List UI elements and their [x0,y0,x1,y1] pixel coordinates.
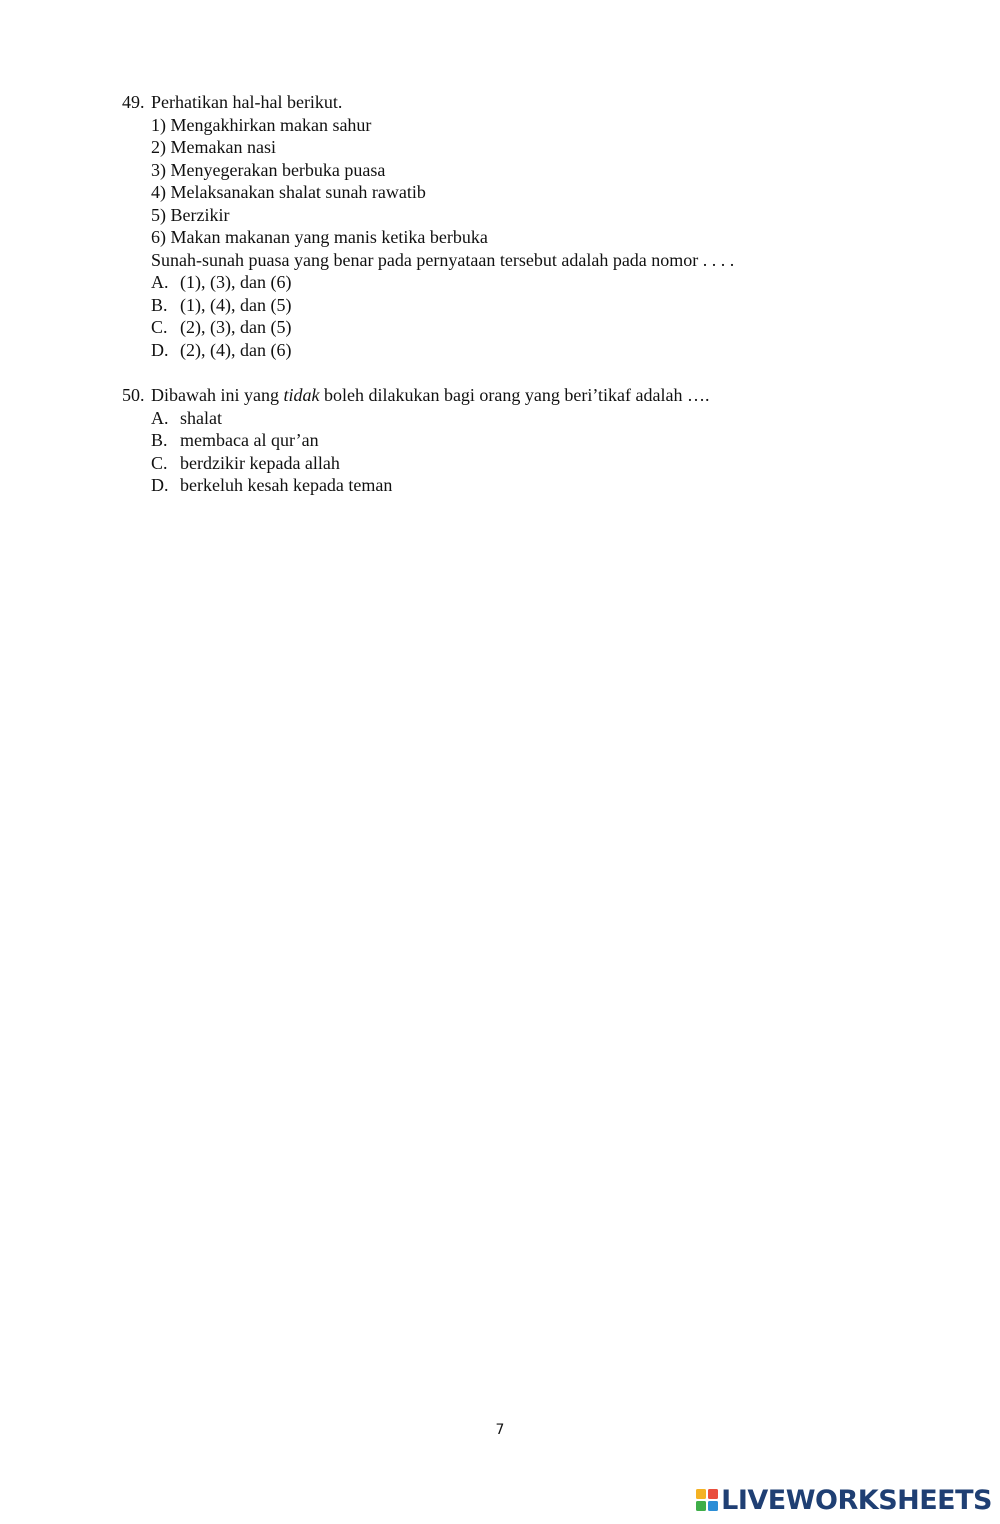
question-49 [122,91,942,361]
option-letter: D. [151,475,169,495]
liveworksheets-logo-icon [696,1489,718,1511]
option-text: (2), (3), dan (5) [180,317,292,337]
option-letter: C. [151,452,168,473]
option-text: (1), (4), dan (5) [180,294,292,315]
statement-item: 6) Makan makanan yang manis ketika berbuka [151,227,488,247]
option-letter: A. [151,407,169,428]
answer-option-d[interactable] [122,339,942,362]
statement-item: 4) Melaksanakan shalat sunah rawatib [151,182,426,202]
question-50 [122,384,942,497]
option-text: (2), (4), dan (6) [180,339,292,360]
option-text: membaca al qur’an [180,430,319,450]
option-letter: B. [151,430,168,450]
question-number: 49. [122,92,145,112]
option-letter: D. [151,339,169,360]
answer-option-b[interactable] [122,294,942,317]
option-text: (1), (3), dan (6) [180,272,292,292]
page-number: 7 [495,1422,505,1438]
stem-text-after: boleh dilakukan bagi orang yang beri’tikaf adalah …. [319,385,710,405]
answer-option-a[interactable] [122,407,942,430]
question-text [151,384,710,407]
option-text: shalat [180,407,222,428]
stem-text-before: Dibawah ini yang [151,385,284,405]
question-stem [122,91,942,114]
answer-option-c[interactable] [122,316,942,339]
question-prompt: Sunah-sunah puasa yang benar pada pernyataan tersebut adalah pada nomor . . . . [151,249,735,270]
statement-item: 2) Memakan nasi [151,137,276,157]
answer-option-d[interactable] [122,474,942,497]
liveworksheets-watermark [696,1480,992,1520]
answer-option-b[interactable] [122,429,942,452]
option-letter: B. [151,294,168,315]
question-text: Perhatikan hal-hal berikut. [151,92,343,112]
option-letter: A. [151,272,169,292]
statement-item: 3) Menyegerakan berbuka puasa [151,159,386,180]
option-text: berdzikir kepada allah [180,452,340,473]
answer-option-c[interactable] [122,452,942,475]
statement-item: 1) Mengakhirkan makan sahur [151,114,372,135]
stem-emphasis: tidak [283,385,320,405]
watermark-text: LIVEWORKSHEETS [721,1484,992,1516]
option-letter: C. [151,317,168,337]
statement-item: 5) Berzikir [151,204,230,225]
question-number: 50. [122,385,145,405]
answer-option-a[interactable] [122,271,942,294]
question-stem [122,384,942,407]
option-text: berkeluh kesah kepada teman [180,475,393,495]
